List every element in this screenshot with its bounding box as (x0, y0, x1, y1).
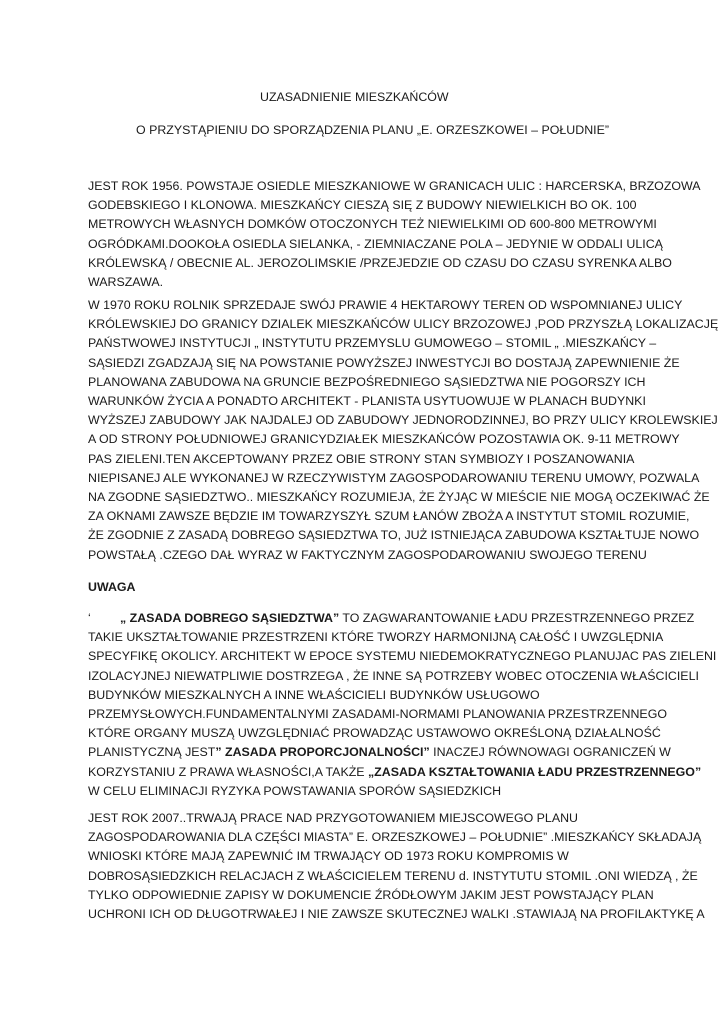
text-line: WYŻSZEJ ZABUDOWY JAK NAJDALEJ OD ZABUDOWY JEDNORODZINNEJ, BO PRZY ULICY KROLEWSKIEJ (88, 413, 718, 428)
text-line: PLANOWANA ZABUDOWA NA GRUNCIE BEZPOŚREDNIEGO SĄSIEDZTWA NIE POGORSZY ICH (88, 374, 646, 389)
text-line: A OD STRONY POŁUDNIOWEJ GRANICYDZIAŁEK MIESZKAŃCÓW POZOSTAWIA OK. 9-11 METROWY (88, 432, 680, 447)
text-line: GODEBSKIEGO I KLONOWA. MIESZKAŃCY CIESZĄ SIĘ Z BUDOWY NIEWIELKICH BO OK. 100 (88, 198, 637, 213)
document-subtitle: O PRZYSTĄPIENIU DO SPORZĄDZENIA PLANU „E. ORZESZKOWEI – POŁUDNIE” (136, 123, 609, 137)
text-line: KRÓLEWSKĄ / OBECNIE AL. JEROZOLIMSKIE /PRZEJEDZIE OD CZASU DO CZASU SYRENKA ALBO (88, 255, 672, 270)
text-line: ZA OKNAMI ZAWSZE BĘDZIE IM TOWARZYSZYŁ SZUM ŁANÓW ZBOŻA A INSTYTUT STOMIL ROZUMIE, (88, 509, 690, 524)
text-line: POWSTAŁĄ .CZEGO DAŁ WYRAZ W FAKTYCZNYM ZAGOSPODAROWANIU SWOJEGO TERENU (88, 547, 647, 562)
text-line: KTÓRE ORGANY MUSZĄ UWZGLĘDNIAĆ PROWADZĄC USTAWOWO OKREŚLONĄ DZIAŁALNOŚĆ (88, 726, 661, 741)
bold-term: „ZASADA KSZTAŁTOWANIA ŁADU PRZESTRZENNEGO” (367, 764, 702, 779)
text-line: KRÓLEWSKIEJ DO GRANICY DZIALEK MIESZKAŃCÓW ULICY BRZOZOWEJ ,POD PRZYSZŁĄ LOKALIZACJĘ (88, 317, 719, 332)
text-line: W CELU ELIMINACJI RYZYKA POWSTAWANIA SPORÓW SĄSIEDZKICH (88, 783, 502, 798)
text-line: PAŃSTWOWEJ INSTYTUCJI „ INSTYTUTU PRZEMYSLU GUMOWEGO – STOMIL „ .MIESZKAŃCY – (88, 336, 657, 351)
text-fragment: PLANISTYCZNĄ JEST (88, 745, 216, 760)
text-line: ŻE ZGODNIE Z ZASADĄ DOBREGO SĄSIEDZTWA TO, JUŻ ISTNIEJĄCA ZABUDOWA KSZTAŁTUJE NOWO (88, 528, 700, 543)
text-line: WARSZAWA. (88, 275, 164, 290)
text-line: SĄSIEDZI ZGADZAJĄ SIĘ NA POWSTANIE POWYŻSZEJ INWESTYCJI BO DOSTAJĄ ZAPEWNIENIE ŻE (88, 355, 680, 370)
text-fragment: TO ZAGWARANTOWANIE ŁADU PRZESTRZENNEGO PRZEZ (339, 611, 695, 625)
text-line: WARUNKÓW ŻYCIA A PONADTO ARCHITEKT - PLANISTA USYTUOWUJE W PLANACH BUDYNKI (88, 394, 646, 409)
text-line: NA ZGODNE SĄSIEDZTWO.. MIESZKAŃCY ROZUMIEJA, ŻE ŻYJĄC W MIEŚCIE NIE MOGĄ OCZEKIWAĆ ŻE (88, 490, 710, 505)
text-line: BUDYNKÓW MIESZKALNYCH A INNE WŁAŚCICIELI BUDYNKÓW USŁUGOWO (88, 687, 540, 702)
text-fragment: KORZYSTANIU Z PRAWA WŁASNOŚCI,A TAKŻE (88, 764, 368, 779)
paragraph-3 (88, 609, 717, 801)
text-line: TAKIE UKSZTAŁTOWANIE PRZESTRZENI KTÓRE TWORZY HARMONIJNĄ CAŁOŚĆ I UWZGLĘDNIA (88, 630, 664, 645)
text-line: ZAGOSPODAROWANIA DLA CZĘŚCI MIASTA” E. ORZESZKOWEJ – POŁUDNIE” .MIESZKAŃCY SKŁADAJĄ (88, 830, 702, 845)
text-line: PRZEMYSŁOWYCH.FUNDAMENTALNYMI ZASADAMI-NORMAMI PLANOWANIA PRZESTRZENNEGO (88, 707, 667, 722)
text-line: W 1970 ROKU ROLNIK SPRZEDAJE SWÓJ PRAWIE 4 HEKTAROWY TEREN OD WSPOMNIANEJ ULICY (88, 298, 683, 312)
text-line: WNIOSKI KTÓRE MAJĄ ZAPEWNIĆ IM TRWAJĄCY OD 1973 ROKU KOMPROMIS W (88, 849, 569, 864)
text-line: METROWYCH WŁASNYCH DOMKÓW OTOCZONYCH TEŻ NIEWIELKIMI OD 600-800 METROWYMI (88, 217, 657, 232)
bold-term: „ ZASADA DOBREGO SĄSIEDZTWA” (120, 611, 340, 625)
text-line: IZOLACYJNEJ NIEWATPLIWIE DOSTRZEGA , ŻE INNE SĄ POTRZEBY WOBEC OTOCZENIA WŁAŚCICIELI (88, 668, 699, 683)
text-line: SPECYFIKĘ OKOLICY. ARCHITEKT W EPOCE SYSTEMU NIEDEMOKRATYCZNEGO PLANUJAC PAS ZIELENI (88, 649, 717, 664)
bold-term: ” ZASADA PROPORCJONALNOŚCI” (215, 745, 430, 760)
text-line (88, 743, 671, 762)
document-title: UZASADNIENIE MIESZKAŃCÓW (260, 90, 449, 104)
text-line (88, 763, 702, 782)
text-fragment: INACZEJ RÓWNOWAGI OGRANICZEŃ W (429, 745, 671, 760)
text-line: OGRÓDKAMI.DOOKOŁA OSIEDLA SIELANKA, - ZIEMNIACZANE POLA – JEDYNIE W ODDALI ULICĄ (88, 236, 663, 251)
text-line: NIEPISANEJ ALE WYKONANEJ W RZECZYWISTYM ZAGOSPODAROWANIU TERENU UMOWY, POZWALA (88, 470, 700, 485)
paragraph-1 (88, 177, 701, 292)
text-line (88, 609, 695, 628)
tick-mark: ‘ (88, 611, 91, 625)
text-line: JEST ROK 1956. POWSTAJE OSIEDLE MIESZKANIOWE W GRANICACH ULIC : HARCERSKA, BRZOZOWA (88, 179, 701, 193)
text-line: PAS ZIELENI.TEN AKCEPTOWANY PRZEZ OBIE STRONY STAN SYMBIOZY I POSZANOWANIA (88, 451, 635, 466)
paragraph-4 (88, 809, 705, 924)
paragraph-2 (88, 296, 719, 565)
text-line: UCHRONI ICH OD DŁUGOTRWAŁEJ I NIE ZAWSZE SKUTECZNEJ WALKI .STAWIAJĄ NA PROFILAKTYKĘ A (88, 907, 705, 922)
text-line: TYLKO ODPOWIEDNIE ZAPISY W DOKUMENCIE ŹRÓDŁOWYM JAKIM JEST POWSTAJĄCY PLAN (88, 887, 654, 902)
text-line: JEST ROK 2007..TRWAJĄ PRACE NAD PRZYGOTOWANIEM MIEJSCOWEGO PLANU (88, 811, 578, 825)
text-line: DOBROSĄSIEDZKICH RELACJACH Z WŁAŚCICIELEM TERENU d. INSTYTUTU STOMIL .ONI WIEDZĄ , ŻE (88, 868, 698, 883)
section-heading-uwaga: UWAGA (88, 580, 136, 594)
